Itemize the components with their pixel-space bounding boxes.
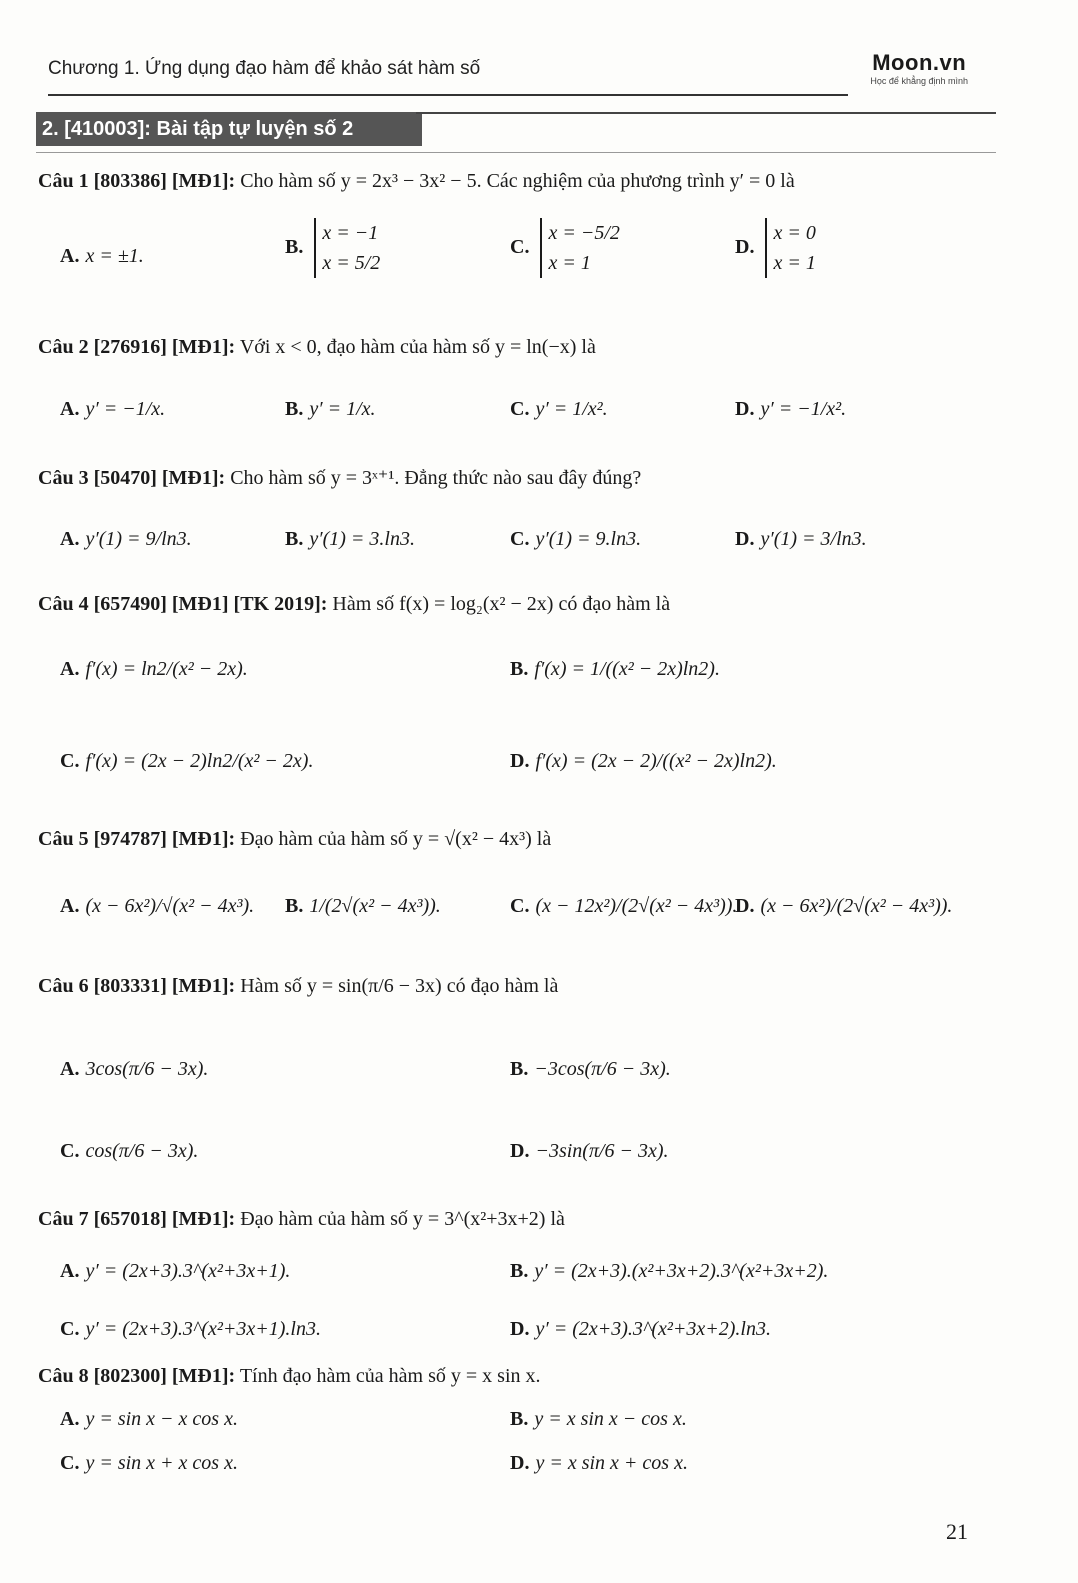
question-6-label: Câu 6 [803331] [MĐ1]: xyxy=(38,975,236,997)
question-5-option-c[interactable]: C. (x − 12x²)/(2√(x² − 4x³)). xyxy=(510,895,738,917)
question-8-option-c[interactable]: C. y = sin x + x cos x. xyxy=(60,1452,238,1474)
question-2-option-b[interactable]: B. y′ = 1/x. xyxy=(285,398,376,420)
q1-d-system xyxy=(765,218,815,278)
header-rule xyxy=(48,94,848,96)
q6-c-text: cos(π/6 − 3x). xyxy=(85,1140,199,1162)
q4-a-text: f′(x) = ln2/(x² − 2x). xyxy=(85,658,248,680)
question-7-option-a[interactable]: A. y′ = (2x+3).3^(x²+3x+1). xyxy=(60,1260,291,1282)
page-number: 21 xyxy=(946,1519,968,1544)
question-2-text: Với x < 0, đạo hàm của hàm số y = ln(−x) là xyxy=(239,336,596,358)
question-2-option-c[interactable]: C. y′ = 1/x². xyxy=(510,398,608,420)
question-5-label: Câu 5 [974787] [MĐ1]: xyxy=(38,828,236,850)
question-7-option-d[interactable]: D. y′ = (2x+3).3^(x²+3x+2).ln3. xyxy=(510,1318,771,1340)
q1-b-line1: x = −1 xyxy=(322,222,379,244)
q1-b-line2: x = 5/2 xyxy=(322,252,381,274)
question-4-text: Hàm số f(x) = log₂(x² − 2x) có đạo hàm là xyxy=(332,593,671,615)
question-4-label: Câu 4 [657490] [MĐ1] [TK 2019]: xyxy=(38,593,328,615)
q1-b-system xyxy=(314,218,380,278)
question-7-option-c[interactable]: C. y′ = (2x+3).3^(x²+3x+1).ln3. xyxy=(60,1318,321,1340)
q2-a-text: y′ = −1/x. xyxy=(85,398,166,420)
q7-d-text: y′ = (2x+3).3^(x²+3x+2).ln3. xyxy=(535,1318,771,1340)
question-5-option-a[interactable]: A. (x − 6x²)/√(x² − 4x³). xyxy=(60,895,255,917)
question-4 xyxy=(38,593,670,616)
question-4-option-c[interactable]: C. f′(x) = (2x − 2)ln2/(x² − 2x). xyxy=(60,750,314,772)
q2-d-text: y′ = −1/x². xyxy=(760,398,847,420)
q6-b-text: −3cos(π/6 − 3x). xyxy=(534,1058,671,1080)
q1-d-line2: x = 1 xyxy=(773,252,816,274)
question-8-label: Câu 8 [802300] [MĐ1]: xyxy=(38,1365,236,1387)
q1-c-system xyxy=(540,218,619,278)
question-8-text: Tính đạo hàm của hàm số y = x sin x. xyxy=(239,1365,541,1387)
question-1-option-d[interactable]: D. x = 0 x = 1 xyxy=(735,218,816,278)
question-7-text: Đạo hàm của hàm số y = 3^(x²+3x+2) là xyxy=(240,1208,565,1230)
q5-b-text: 1/(2√(x² − 4x³)). xyxy=(309,895,441,917)
question-3-option-a[interactable]: A. y′(1) = 9/ln3. xyxy=(60,528,192,550)
question-4-option-d[interactable]: D. f′(x) = (2x − 2)/((x² − 2x)ln2). xyxy=(510,750,777,772)
question-3-option-c[interactable]: C. y′(1) = 9.ln3. xyxy=(510,528,642,550)
q4-b-text: f′(x) = 1/((x² − 2x)ln2). xyxy=(534,658,720,680)
question-6-option-a[interactable]: A. 3cos(π/6 − 3x). xyxy=(60,1058,209,1080)
question-1-label: Câu 1 [803386] [MĐ1]: xyxy=(38,170,236,192)
question-5-text: Đạo hàm của hàm số y = √(x² − 4x³) là xyxy=(240,828,552,850)
question-3-text: Cho hàm số y = 3ˣ⁺¹. Đẳng thức nào sau đây đúng? xyxy=(230,467,642,489)
question-6-option-b[interactable]: B. −3cos(π/6 − 3x). xyxy=(510,1058,671,1080)
logo-tagline: Học để khẳng định mình xyxy=(870,76,968,86)
q8-a-text: y = sin x − x cos x. xyxy=(85,1408,238,1430)
q6-a-text: 3cos(π/6 − 3x). xyxy=(85,1058,209,1080)
question-2-option-d[interactable]: D. y′ = −1/x². xyxy=(735,398,847,420)
q3-d-text: y′(1) = 3/ln3. xyxy=(760,528,867,550)
q8-d-text: y = x sin x + cos x. xyxy=(535,1452,688,1474)
question-3-label: Câu 3 [50470] [MĐ1]: xyxy=(38,467,226,489)
question-8-option-d[interactable]: D. y = x sin x + cos x. xyxy=(510,1452,688,1474)
question-1-option-c[interactable]: C. x = −5/2 x = 1 xyxy=(510,218,620,278)
chapter-header: Chương 1. Ứng dụng đạo hàm để khảo sát hàm số xyxy=(48,58,481,79)
question-3 xyxy=(38,465,641,490)
section-rule xyxy=(416,112,996,114)
question-2-label: Câu 2 [276916] [MĐ1]: xyxy=(38,336,236,358)
question-6-text: Hàm số y = sin(π/6 − 3x) có đạo hàm là xyxy=(240,975,559,997)
q7-b-text: y′ = (2x+3).(x²+3x+2).3^(x²+3x+2). xyxy=(534,1260,829,1282)
q1-c-line1: x = −5/2 xyxy=(548,222,620,244)
section-rule-under xyxy=(36,152,996,153)
question-4-option-a[interactable]: A. f′(x) = ln2/(x² − 2x). xyxy=(60,658,248,680)
question-8 xyxy=(38,1365,541,1388)
q7-a-text: y′ = (2x+3).3^(x²+3x+1). xyxy=(85,1260,291,1282)
question-6-option-d[interactable]: D. −3sin(π/6 − 3x). xyxy=(510,1140,669,1162)
question-3-option-d[interactable]: D. y′(1) = 3/ln3. xyxy=(735,528,867,550)
q4-c-text: f′(x) = (2x − 2)ln2/(x² − 2x). xyxy=(85,750,314,772)
question-3-option-b[interactable]: B. y′(1) = 3.ln3. xyxy=(285,528,415,550)
question-2-option-a[interactable]: A. y′ = −1/x. xyxy=(60,398,166,420)
question-1 xyxy=(38,170,795,193)
q3-b-text: y′(1) = 3.ln3. xyxy=(309,528,415,550)
q7-c-text: y′ = (2x+3).3^(x²+3x+1).ln3. xyxy=(85,1318,321,1340)
q2-c-text: y′ = 1/x². xyxy=(535,398,608,420)
question-5-option-d[interactable]: D. (x − 6x²)/(2√(x² − 4x³)). xyxy=(735,895,953,917)
q2-b-text: y′ = 1/x. xyxy=(309,398,376,420)
q4-d-text: f′(x) = (2x − 2)/((x² − 2x)ln2). xyxy=(535,750,777,772)
q5-c-text: (x − 12x²)/(2√(x² − 4x³)). xyxy=(535,895,738,917)
q5-d-text: (x − 6x²)/(2√(x² − 4x³)). xyxy=(760,895,953,917)
question-5 xyxy=(38,828,551,851)
logo-name: Moon.vn xyxy=(872,50,967,75)
question-7 xyxy=(38,1208,565,1231)
moon-logo xyxy=(870,50,968,86)
question-6-option-c[interactable]: C. cos(π/6 − 3x). xyxy=(60,1140,199,1162)
q3-c-text: y′(1) = 9.ln3. xyxy=(535,528,642,550)
q1-c-line2: x = 1 xyxy=(548,252,591,274)
question-8-option-b[interactable]: B. y = x sin x − cos x. xyxy=(510,1408,687,1430)
question-1-text: Cho hàm số y = 2x³ − 3x² − 5. Các nghiệm của phương trình y′ = 0 là xyxy=(240,170,795,192)
question-2 xyxy=(38,336,596,359)
question-7-label: Câu 7 [657018] [MĐ1]: xyxy=(38,1208,236,1230)
q8-c-text: y = sin x + x cos x. xyxy=(85,1452,238,1474)
question-8-option-a[interactable]: A. y = sin x − x cos x. xyxy=(60,1408,238,1430)
question-7-option-b[interactable]: B. y′ = (2x+3).(x²+3x+2).3^(x²+3x+2). xyxy=(510,1260,829,1282)
question-5-option-b[interactable]: B. 1/(2√(x² − 4x³)). xyxy=(285,895,441,917)
q1-a-text: x = ±1. xyxy=(85,245,144,267)
section-title: 2. [410003]: Bài tập tự luyện số 2 xyxy=(36,112,422,146)
q3-a-text: y′(1) = 9/ln3. xyxy=(85,528,192,550)
q8-b-text: y = x sin x − cos x. xyxy=(534,1408,687,1430)
question-4-option-b[interactable]: B. f′(x) = 1/((x² − 2x)ln2). xyxy=(510,658,720,680)
question-1-option-a[interactable]: A. x = ±1. xyxy=(60,245,144,267)
q6-d-text: −3sin(π/6 − 3x). xyxy=(535,1140,669,1162)
question-1-option-b[interactable]: B. x = −1 x = 5/2 xyxy=(285,218,380,278)
q1-d-line1: x = 0 xyxy=(773,222,816,244)
q5-a-text: (x − 6x²)/√(x² − 4x³). xyxy=(85,895,255,917)
question-6 xyxy=(38,975,558,998)
